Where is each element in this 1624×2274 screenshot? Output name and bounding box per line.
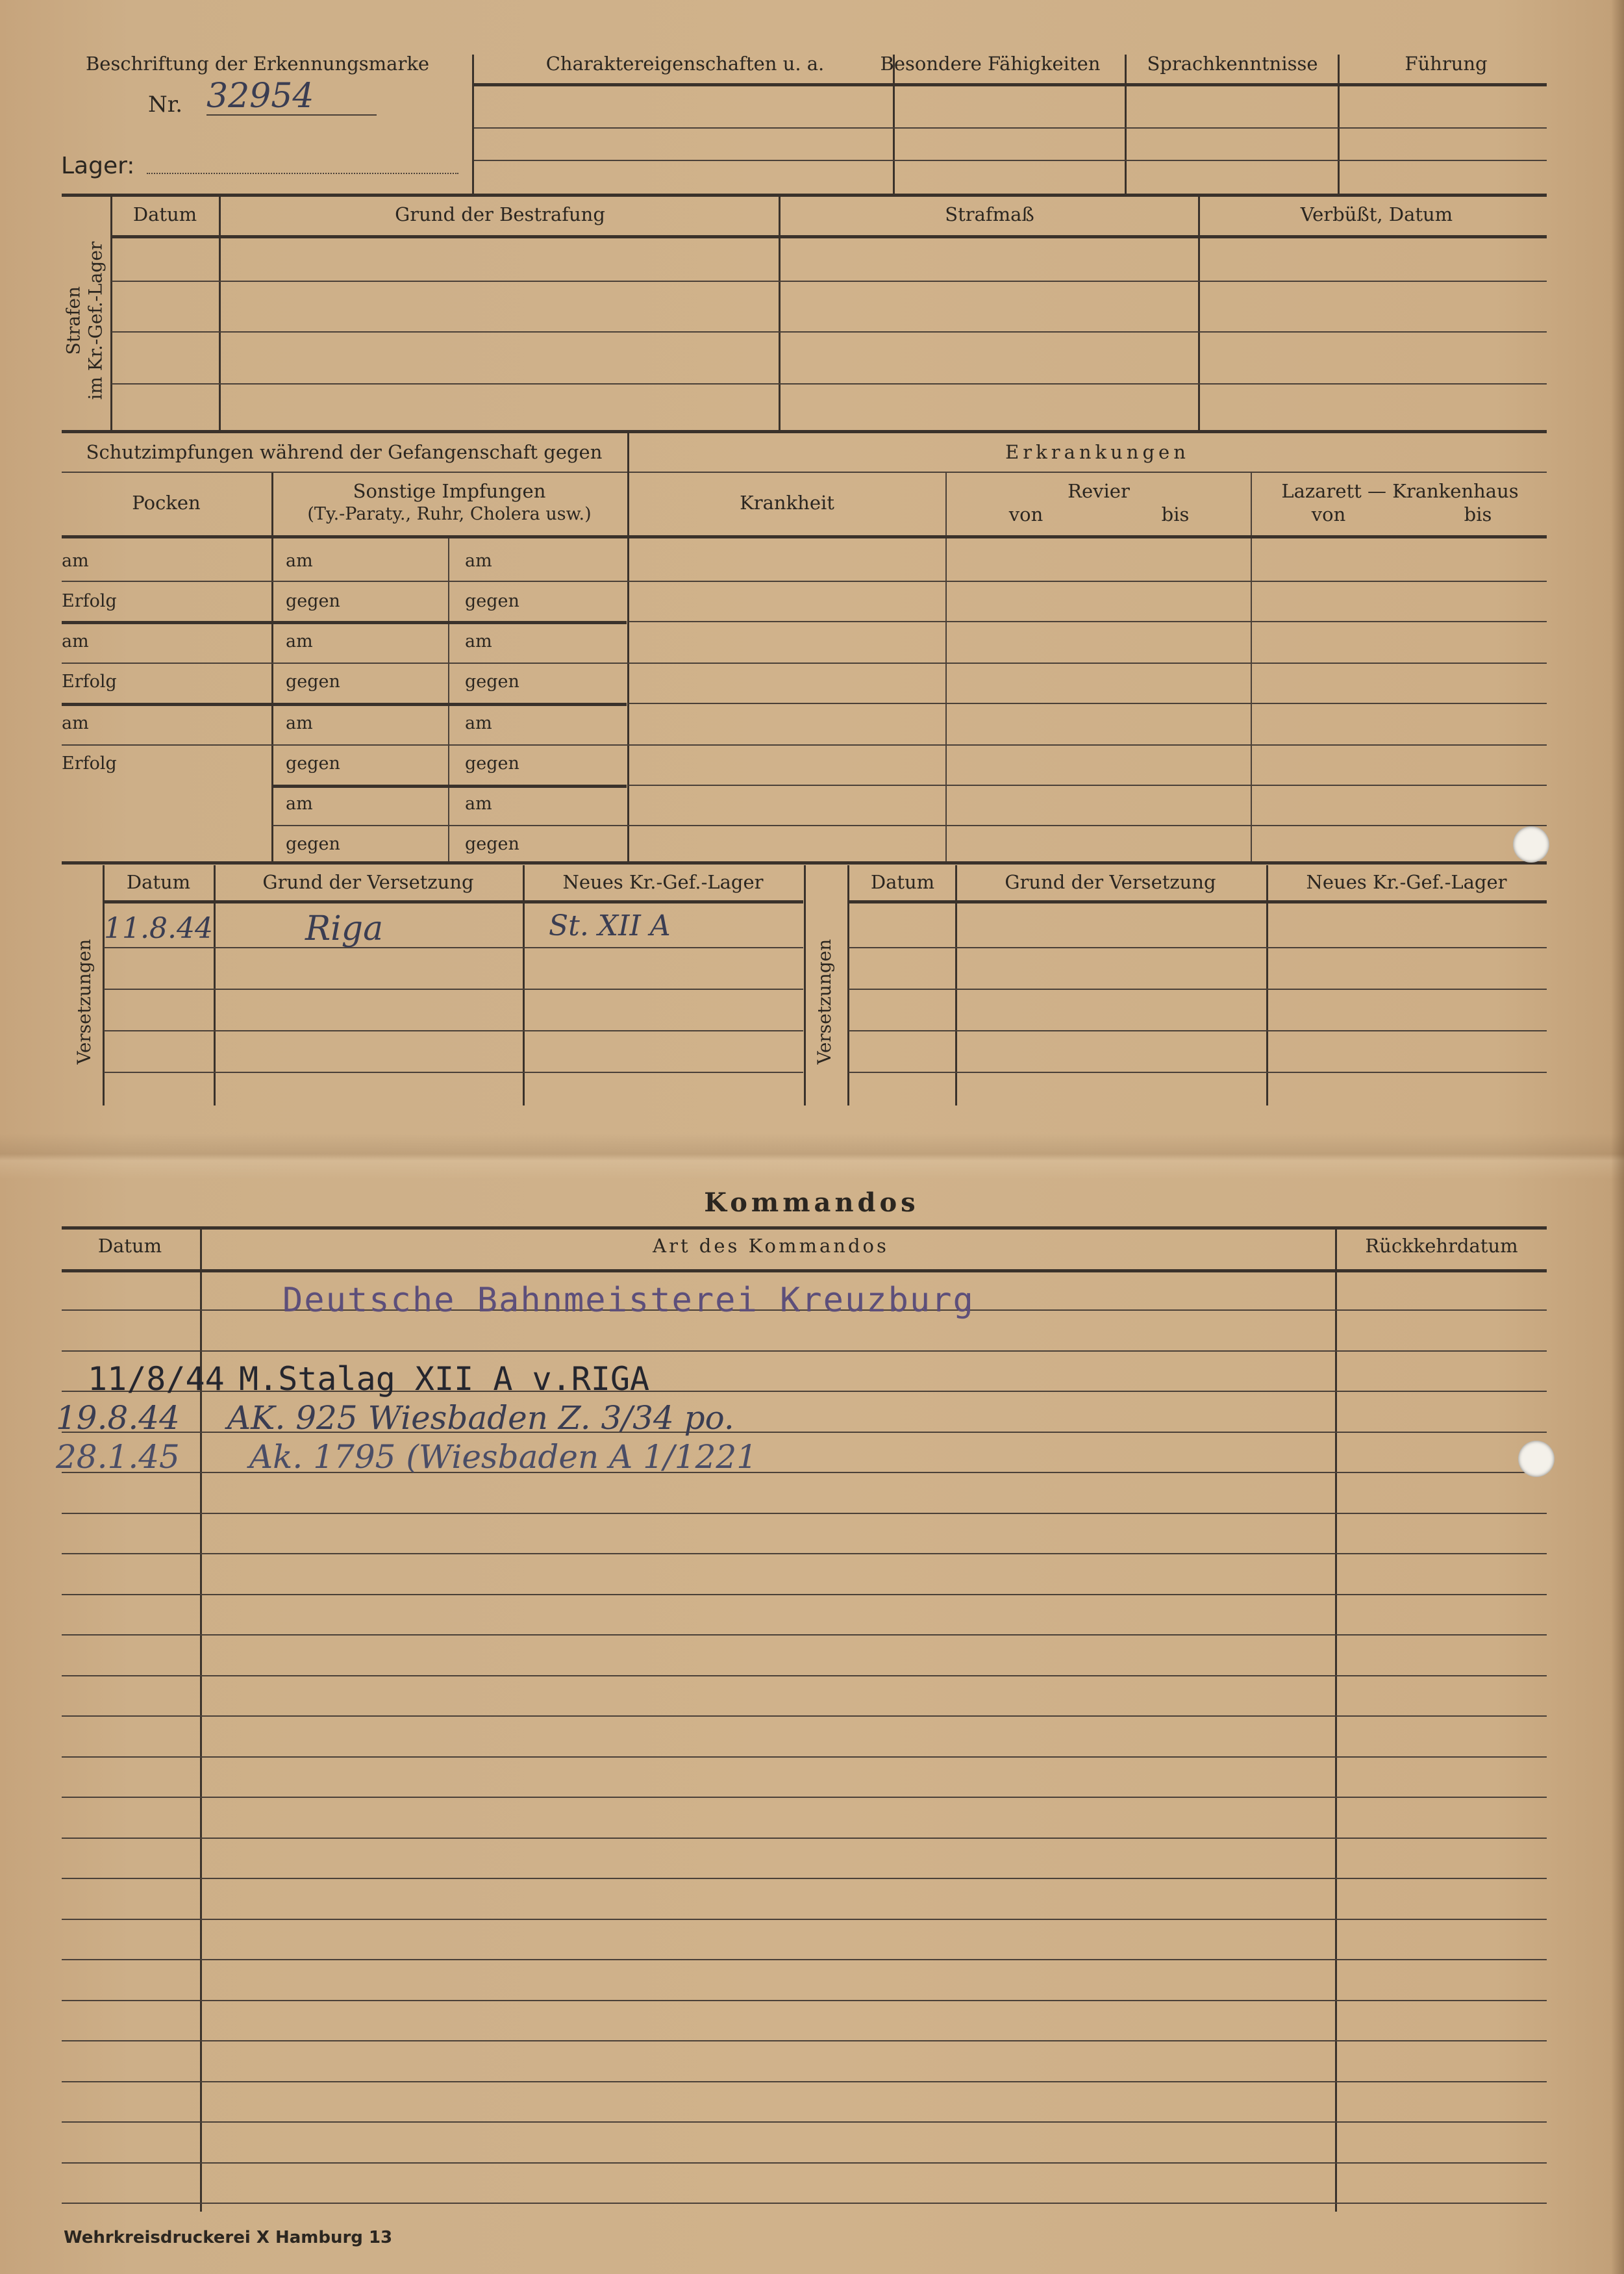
- revier-von: von: [1008, 503, 1043, 525]
- kom-col-art: Art des Kommandos: [653, 1235, 889, 1257]
- sonstige-row: am: [465, 551, 492, 571]
- strafen-side-label: Strafen im Kr.-Gef.-Lager: [62, 241, 106, 400]
- sonstige-row: gegen: [465, 834, 519, 854]
- header-line: [62, 535, 1547, 538]
- row-line: [849, 989, 1547, 990]
- row-line: [62, 1715, 1547, 1717]
- row-line: [62, 1350, 1547, 1352]
- row-line: [62, 621, 627, 624]
- row-line: [62, 581, 1547, 582]
- nr-value: 32954: [206, 77, 314, 116]
- col-fuehrung: Führung: [1405, 53, 1488, 75]
- header-line: [112, 235, 1547, 238]
- row-line: [849, 1030, 1547, 1031]
- vers-entry-datum: 11.8.44: [104, 912, 213, 945]
- header-line: [62, 1226, 1547, 1230]
- row-line: [112, 383, 1547, 385]
- pocken-row: am: [62, 713, 89, 733]
- divider: [1198, 197, 1200, 431]
- paper-fold: [0, 1133, 1624, 1179]
- col-krankheit: Krankheit: [740, 492, 834, 514]
- header-line: [62, 1269, 1547, 1272]
- row-line: [273, 785, 627, 788]
- divider: [893, 55, 895, 195]
- row-line: [62, 663, 1547, 664]
- vers-entry-lager: St. XII A: [549, 909, 671, 942]
- pocken-row: Erfolg: [62, 753, 117, 774]
- divider: [219, 197, 221, 431]
- kommando-entry-text: AK. 925 Wiesbaden Z. 3/34 po.: [227, 1399, 734, 1437]
- col-strafmass: Strafmaß: [945, 203, 1034, 225]
- row-line: [62, 1553, 1547, 1554]
- header-line: [474, 83, 1547, 86]
- row-line: [62, 2203, 1547, 2204]
- divider: [779, 197, 781, 431]
- lager-label: Lager:: [61, 153, 135, 179]
- row-line: [62, 1594, 1547, 1595]
- divider: [1125, 55, 1127, 195]
- row-line: [273, 825, 1547, 826]
- kom-col-datum: Datum: [97, 1235, 162, 1257]
- impfungen-title: Schutzimpfungen während der Gefangenschaft gegen: [86, 441, 603, 463]
- kommando-entry-datum: 19.8.44: [56, 1399, 180, 1437]
- nr-label: Nr.: [148, 92, 183, 118]
- revier-bis: bis: [1161, 503, 1190, 525]
- row-line: [62, 1838, 1547, 1839]
- divider: [1335, 1228, 1337, 2212]
- vers-col-lager: Neues Kr.-Gef.-Lager: [562, 871, 764, 893]
- header-line: [104, 900, 803, 903]
- row-line: [629, 785, 1547, 786]
- vers-col-datum: Datum: [126, 871, 191, 893]
- kommando-entry-datum: 28.1.45: [56, 1438, 180, 1476]
- kommandos-title: Kommandos: [704, 1187, 919, 1218]
- row-line: [112, 331, 1547, 333]
- divider: [448, 537, 449, 861]
- row-line: [104, 989, 803, 990]
- header-divider: [472, 55, 474, 195]
- divider: [110, 197, 112, 431]
- vers-col-datum-2: Datum: [870, 871, 935, 893]
- col-sonstige: Sonstige Impfungen: [353, 480, 546, 502]
- col-revier: Revier: [1068, 480, 1130, 502]
- row-line: [62, 1756, 1547, 1758]
- sonstige-row: gegen: [465, 672, 519, 692]
- vers-col-grund-2: Grund der Versetzung: [1005, 871, 1216, 893]
- erkrankungen-title: Erkrankungen: [1005, 441, 1190, 463]
- nr-underline: [206, 114, 377, 116]
- divider: [945, 473, 947, 861]
- row-line: [62, 2081, 1547, 2082]
- row-line: [62, 2040, 1547, 2041]
- row-line: [62, 1797, 1547, 1798]
- row-line: [62, 1634, 1547, 1636]
- kommando-entry-datum: 11/8/44: [88, 1360, 225, 1398]
- kommando-entry-text: Ak. 1795 (Wiesbaden A 1/1221: [249, 1438, 758, 1476]
- sonstige-row: gegen: [465, 753, 519, 774]
- vers-col-lager-2: Neues Kr.-Gef.-Lager: [1306, 871, 1507, 893]
- row-line: [62, 1513, 1547, 1514]
- vers-entry-grund: Riga: [305, 909, 384, 948]
- kommando-entry-text: M.Stalag XII A v.RIGA: [239, 1360, 650, 1398]
- col-charakter: Charaktereigenschaften u. a.: [545, 53, 825, 75]
- header-line: [62, 472, 1547, 473]
- section-line: [62, 430, 1547, 433]
- col-pocken: Pocken: [132, 492, 201, 514]
- row-line: [849, 1072, 1547, 1073]
- versetzungen-side-label-right: Versetzungen: [814, 939, 836, 1065]
- row-line: [104, 1030, 803, 1031]
- divider: [1251, 473, 1252, 861]
- col-lazarett: Lazarett — Krankenhaus: [1281, 480, 1519, 502]
- row-line: [62, 1959, 1547, 1960]
- row-line: [849, 947, 1547, 948]
- divider: [804, 865, 806, 1105]
- col-faehigkeiten: Besondere Fähigkeiten: [880, 53, 1101, 75]
- lager-dotted-line: [147, 173, 458, 174]
- row-line: [62, 744, 1547, 746]
- sonstige-row: gegen: [286, 753, 340, 774]
- vers-col-grund: Grund der Versetzung: [262, 871, 474, 893]
- kom-col-rueckkehr: Rückkehrdatum: [1365, 1235, 1518, 1257]
- row-line: [474, 160, 1547, 161]
- pocken-row: Erfolg: [62, 672, 117, 692]
- col-sprachkenntnisse: Sprachkenntnisse: [1147, 53, 1318, 75]
- punch-hole: [1518, 1441, 1555, 1477]
- sonstige-row: gegen: [465, 591, 519, 611]
- kommando-stamp: Deutsche Bahnmeisterei Kreuzburg: [282, 1281, 975, 1320]
- header-line: [849, 900, 1547, 903]
- row-line: [62, 1919, 1547, 1920]
- row-line: [112, 281, 1547, 282]
- row-line: [104, 947, 803, 948]
- row-line: [62, 2000, 1547, 2001]
- row-line: [104, 1072, 803, 1073]
- col-datum: Datum: [132, 203, 197, 225]
- section-line: [62, 194, 1547, 197]
- divider: [627, 433, 629, 861]
- sonstige-row: am: [286, 794, 313, 814]
- row-line: [62, 1675, 1547, 1676]
- sonstige-row: am: [465, 631, 492, 651]
- punch-hole: [1513, 826, 1549, 863]
- sonstige-row: gegen: [286, 834, 340, 854]
- pocken-row: am: [62, 551, 89, 571]
- sonstige-row: am: [286, 713, 313, 733]
- pocken-row: Erfolg: [62, 591, 117, 611]
- pocken-row: am: [62, 631, 89, 651]
- sonstige-row: gegen: [286, 591, 340, 611]
- row-line: [62, 703, 627, 706]
- row-line: [629, 621, 1547, 622]
- row-line: [629, 703, 1547, 704]
- lazarett-bis: bis: [1464, 503, 1492, 525]
- paper-edge: [1611, 0, 1624, 2274]
- row-line: [62, 1878, 1547, 1879]
- versetzungen-side-label-left: Versetzungen: [73, 939, 95, 1065]
- col-verbuesst: Verbüßt, Datum: [1300, 203, 1453, 225]
- section-line: [62, 861, 1547, 865]
- row-line: [62, 2162, 1547, 2164]
- lazarett-von: von: [1311, 503, 1346, 525]
- printer-footer: Wehrkreisdruckerei X Hamburg 13: [64, 2228, 393, 2247]
- sonstige-row: am: [465, 713, 492, 733]
- col-sonstige-sub: (Ty.-Paraty., Ruhr, Cholera usw.): [307, 504, 592, 524]
- sonstige-row: am: [465, 794, 492, 814]
- row-line: [62, 2121, 1547, 2123]
- col-grund-bestrafung: Grund der Bestrafung: [395, 203, 605, 225]
- row-line: [474, 127, 1547, 129]
- sonstige-row: gegen: [286, 672, 340, 692]
- erkennungsmarke-label: Beschriftung der Erkennungsmarke: [86, 53, 430, 75]
- sonstige-row: am: [286, 551, 313, 571]
- sonstige-row: am: [286, 631, 313, 651]
- divider: [1338, 55, 1340, 195]
- divider: [271, 473, 273, 861]
